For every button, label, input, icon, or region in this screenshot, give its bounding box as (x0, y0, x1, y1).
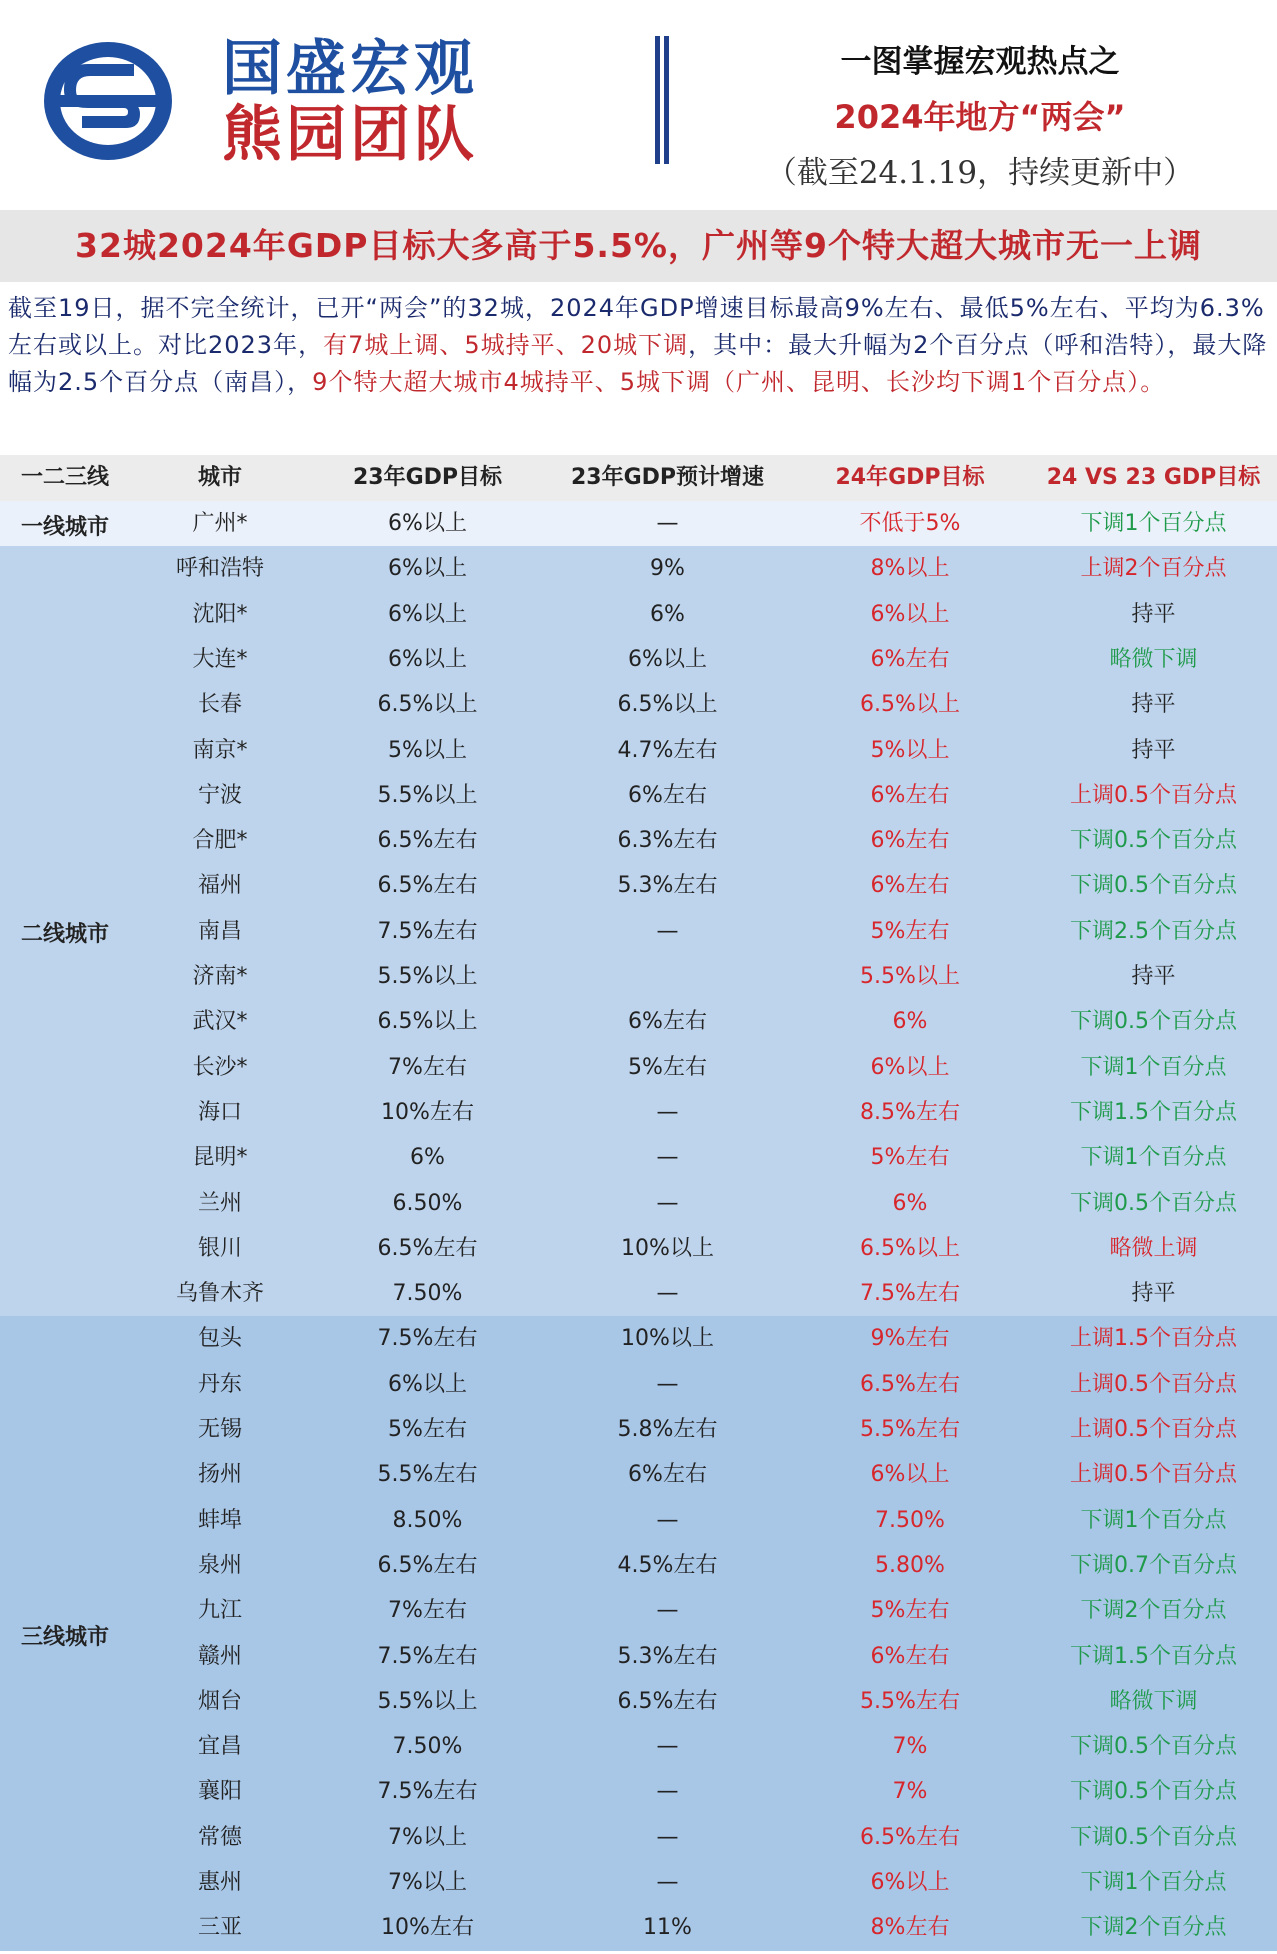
growth-23-cell: 5.8%左右 (617, 1417, 718, 1442)
table-row (0, 592, 1277, 637)
growth-23-cell: 6%左右 (628, 782, 707, 808)
comparison-cell: 下调1个百分点 (1080, 1870, 1227, 1895)
headline: 32城2024年GDP目标大多高于5.5%，广州等9个特大超大城市无一上调 (0, 210, 1277, 282)
target-24-cell: 7.50% (875, 1507, 945, 1533)
comparison-cell: 下调0.5个百分点 (1070, 828, 1237, 854)
city-cell: 惠州 (197, 1870, 242, 1895)
tier-label: 二线城市 (20, 922, 109, 948)
city-cell: 烟台 (197, 1688, 242, 1714)
brand-name (222, 36, 478, 168)
comparison-cell: 下调0.5个百分点 (1070, 1190, 1237, 1216)
city-cell: 三亚 (197, 1915, 242, 1941)
table-row (0, 954, 1277, 999)
target-23-cell: 5.5%左右 (377, 1462, 478, 1488)
target-24-cell: 8.5%左右 (860, 1099, 960, 1125)
target-24-cell: 5%左右 (870, 1145, 950, 1171)
growth-23-cell: — (656, 1734, 679, 1760)
target-24-cell: 7% (892, 1779, 928, 1805)
target-23-cell: 6%以上 (388, 511, 467, 536)
comparison-cell: 下调0.7个百分点 (1070, 1552, 1237, 1578)
header-comparison: 24 VS 23 GDP目标 (1046, 465, 1261, 490)
growth-23-cell: — (656, 1824, 679, 1850)
growth-23-cell: 6%左右 (628, 1462, 707, 1488)
city-cell: 海口 (197, 1099, 242, 1125)
city-cell: 大连* (192, 646, 248, 672)
summary-highlight-2: 9个特大超大城市4城持平、5城下调（广州、昆明、长沙均下调1个百分点）。 (312, 368, 1166, 396)
comparison-cell: 上调0.5个百分点 (1070, 1417, 1237, 1442)
target-24-cell: 6%左右 (870, 782, 950, 808)
summary-text-1: 截至19日，据不完全统计，已开“两会”的32城，2024年GDP增速目标最高9%左右、最低5%左右、平均为6.3%左右或以上。对比2023年， (8, 294, 1265, 359)
target-23-cell: 7%以上 (388, 1824, 467, 1850)
target-24-cell: 6.5%以上 (860, 1235, 960, 1261)
table-row (0, 1498, 1277, 1543)
summary-highlight-1: 有7城上调、5城持平、20城下调 (323, 331, 689, 359)
target-24-cell: 6%左右 (870, 646, 950, 672)
city-cell: 长沙* (192, 1054, 248, 1080)
city-cell: 南昌 (197, 918, 242, 944)
header-target-23: 23年GDP目标 (352, 465, 503, 490)
city-cell: 蚌埠 (197, 1507, 242, 1533)
growth-23-cell: — (656, 1099, 679, 1125)
comparison-cell: 持平 (1131, 964, 1176, 989)
target-23-cell: 6% (410, 1145, 445, 1171)
target-24-cell: 6%左右 (870, 1643, 950, 1669)
target-24-cell: 6.5%左右 (860, 1371, 960, 1397)
growth-23-cell: 6.5%以上 (617, 692, 718, 718)
brand-line-1: 国盛宏观 (222, 34, 478, 104)
city-cell: 宜昌 (197, 1734, 242, 1760)
target-23-cell: 6%以上 (388, 556, 467, 582)
table-row (0, 1860, 1277, 1905)
comparison-cell: 下调0.5个百分点 (1070, 1009, 1237, 1035)
table-row (0, 682, 1277, 727)
header-city: 城市 (197, 465, 242, 490)
table-row (0, 1090, 1277, 1135)
target-24-cell: 9%左右 (870, 1326, 950, 1352)
target-23-cell: 7.50% (392, 1281, 463, 1307)
growth-23-cell: 6%以上 (628, 646, 707, 672)
comparison-cell: 下调1个百分点 (1080, 511, 1227, 536)
table-row (0, 1452, 1277, 1497)
growth-23-cell: 4.7%左右 (617, 737, 718, 763)
header-tier: 一二三线 (20, 465, 109, 490)
tier-label: 三线城市 (20, 1624, 109, 1650)
target-23-cell: 6.5%左右 (377, 873, 478, 899)
target-23-cell: 7.5%左右 (377, 1779, 478, 1805)
table-row (0, 1769, 1277, 1814)
comparison-cell: 下调0.5个百分点 (1070, 873, 1237, 899)
target-24-cell: 不低于5% (859, 511, 961, 536)
target-23-cell: 6%以上 (388, 1371, 467, 1397)
target-23-cell: 7.50% (392, 1734, 463, 1760)
table-row (0, 1045, 1277, 1090)
comparison-cell: 略微下调 (1109, 1688, 1198, 1714)
comparison-cell: 下调1个百分点 (1080, 1145, 1227, 1171)
city-cell: 丹东 (197, 1371, 242, 1397)
comparison-cell: 上调0.5个百分点 (1070, 782, 1237, 808)
target-23-cell: 7%以上 (388, 1870, 467, 1895)
growth-23-cell: 6% (650, 601, 685, 627)
target-23-cell: 6%以上 (388, 601, 467, 627)
tier-label: 一线城市 (20, 514, 109, 540)
header-target-24: 24年GDP目标 (835, 465, 985, 490)
city-cell: 合肥* (192, 828, 248, 854)
comparison-cell: 下调2个百分点 (1080, 1915, 1227, 1941)
comparison-cell: 下调1.5个百分点 (1070, 1099, 1237, 1125)
city-cell: 银川 (197, 1235, 242, 1261)
table-row (0, 1135, 1277, 1180)
city-cell: 襄阳 (197, 1779, 242, 1805)
growth-23-cell: — (656, 511, 679, 536)
city-cell: 常德 (197, 1824, 242, 1850)
summary-text-2: ，其中：最大升幅为2个百分点（呼和浩特），最大降幅为2.5个百分点（南昌）， (8, 331, 1268, 396)
growth-23-cell: — (656, 1598, 679, 1624)
target-23-cell: 7%左右 (388, 1054, 467, 1080)
growth-23-cell: 5%左右 (628, 1054, 707, 1080)
comparison-cell: 下调2个百分点 (1080, 1598, 1227, 1624)
comparison-cell: 上调1.5个百分点 (1070, 1326, 1237, 1352)
header-divider (655, 36, 669, 164)
city-cell: 济南* (192, 964, 248, 989)
header-growth-23: 23年GDP预计增速 (570, 465, 765, 490)
comparison-cell: 上调0.5个百分点 (1070, 1371, 1237, 1397)
city-cell: 扬州 (197, 1462, 242, 1488)
summary-paragraph (8, 290, 1270, 401)
city-cell: 福州 (197, 873, 242, 899)
growth-23-cell: — (656, 1870, 679, 1895)
city-cell: 南京* (192, 737, 248, 763)
city-cell: 昆明* (192, 1145, 248, 1171)
brand-line-2: 熊园团队 (222, 100, 478, 170)
target-24-cell: 6.5%左右 (860, 1824, 960, 1850)
table-row (0, 1316, 1277, 1361)
growth-23-cell: — (656, 1371, 679, 1397)
target-24-cell: 5%左右 (870, 1598, 950, 1624)
city-cell: 兰州 (197, 1190, 242, 1216)
table-row (0, 501, 1277, 546)
target-23-cell: 6.50% (392, 1190, 463, 1216)
target-24-cell: 6% (892, 1009, 928, 1035)
comparison-cell: 下调1.5个百分点 (1070, 1643, 1237, 1669)
growth-23-cell: 6.3%左右 (617, 828, 718, 854)
target-24-cell: 5.80% (875, 1552, 945, 1578)
table-row (0, 728, 1277, 773)
table-row (0, 1362, 1277, 1407)
table-row (0, 999, 1277, 1044)
target-24-cell: 5.5%左右 (860, 1417, 960, 1442)
target-24-cell: 6.5%以上 (860, 692, 960, 718)
target-24-cell: 5%以上 (870, 737, 950, 763)
comparison-cell: 下调0.5个百分点 (1070, 1824, 1237, 1850)
table-row (0, 1181, 1277, 1226)
growth-23-cell: 9% (650, 556, 685, 582)
target-23-cell: 6%以上 (388, 646, 467, 672)
target-23-cell: 10%左右 (381, 1915, 474, 1941)
city-cell: 沈阳* (192, 601, 248, 627)
comparison-cell: 下调2.5个百分点 (1070, 918, 1237, 944)
comparison-cell: 持平 (1131, 1281, 1176, 1307)
comparison-cell: 持平 (1131, 692, 1176, 718)
comparison-cell: 持平 (1131, 601, 1176, 627)
growth-23-cell: 5.3%左右 (617, 1643, 718, 1669)
target-24-cell: 6%左右 (870, 873, 950, 899)
growth-23-cell: — (656, 1190, 679, 1216)
target-23-cell: 6.5%左右 (377, 828, 478, 854)
table-row (0, 773, 1277, 818)
city-cell: 长春 (197, 692, 242, 718)
comparison-cell: 下调1个百分点 (1080, 1054, 1227, 1080)
comparison-cell: 下调0.5个百分点 (1070, 1779, 1237, 1805)
topic-title: 2024年地方“两会” (834, 98, 1126, 136)
table-row (0, 1407, 1277, 1452)
target-23-cell: 7.5%左右 (377, 1326, 478, 1352)
table-row (0, 1634, 1277, 1679)
target-23-cell: 7.5%左右 (377, 918, 478, 944)
city-cell: 广州* (192, 511, 248, 536)
comparison-cell: 下调1个百分点 (1080, 1507, 1227, 1533)
target-24-cell: 6% (892, 1190, 928, 1216)
header (0, 0, 1277, 210)
table-header-row (0, 455, 1277, 501)
target-23-cell: 8.50% (392, 1507, 463, 1533)
city-cell: 无锡 (197, 1417, 242, 1442)
growth-23-cell: — (656, 1281, 679, 1307)
target-23-cell: 6.5%左右 (377, 1552, 478, 1578)
comparison-cell: 上调2个百分点 (1080, 556, 1227, 582)
guosheng-logo-icon (42, 40, 175, 163)
city-cell: 呼和浩特 (175, 556, 264, 582)
target-23-cell: 7.5%左右 (377, 1643, 478, 1669)
target-24-cell: 6%以上 (870, 1462, 950, 1488)
table-row (0, 546, 1277, 591)
city-cell: 包头 (197, 1326, 242, 1352)
target-24-cell: 5%左右 (870, 918, 950, 944)
growth-23-cell: 4.5%左右 (617, 1552, 718, 1578)
city-cell: 武汉* (192, 1009, 248, 1035)
target-24-cell: 8%以上 (870, 556, 950, 582)
growth-23-cell: — (656, 1779, 679, 1805)
city-cell: 赣州 (197, 1643, 242, 1669)
target-23-cell: 6.5%以上 (377, 692, 478, 718)
table-row (0, 637, 1277, 682)
table-row (0, 909, 1277, 954)
target-23-cell: 5.5%以上 (377, 964, 478, 989)
table-row (0, 1543, 1277, 1588)
comparison-cell: 下调0.5个百分点 (1070, 1734, 1237, 1760)
target-24-cell: 6%以上 (870, 601, 950, 627)
table-row (0, 818, 1277, 863)
growth-23-cell: 6.5%左右 (617, 1688, 718, 1714)
table-row (0, 1815, 1277, 1860)
table-row (0, 1679, 1277, 1724)
table-row (0, 1905, 1277, 1950)
target-23-cell: 5.5%以上 (377, 1688, 478, 1714)
table-row (0, 1226, 1277, 1271)
target-24-cell: 7.5%左右 (860, 1281, 960, 1307)
growth-23-cell: 5.3%左右 (617, 873, 718, 899)
target-24-cell: 6%左右 (870, 828, 950, 854)
comparison-cell: 略微上调 (1109, 1235, 1198, 1261)
target-24-cell: 7% (892, 1734, 928, 1760)
table-row (0, 1271, 1277, 1316)
city-cell: 泉州 (197, 1552, 242, 1578)
target-23-cell: 5%以上 (388, 737, 467, 763)
table-row (0, 1588, 1277, 1633)
growth-23-cell: — (656, 918, 679, 944)
growth-23-cell: 11% (643, 1915, 692, 1941)
topic-update-note: （截至24.1.19，持续更新中） (765, 155, 1195, 191)
target-24-cell: 5.5%左右 (860, 1688, 960, 1714)
growth-23-cell (545, 954, 790, 999)
growth-23-cell: 6%左右 (628, 1009, 707, 1035)
city-cell: 九江 (197, 1598, 242, 1624)
target-23-cell: 10%左右 (381, 1099, 474, 1125)
target-24-cell: 5.5%以上 (860, 964, 960, 989)
table-row (0, 1724, 1277, 1769)
comparison-cell: 略微下调 (1109, 646, 1198, 672)
growth-23-cell: — (656, 1145, 679, 1171)
target-23-cell: 7%左右 (388, 1598, 467, 1624)
table-row (0, 863, 1277, 908)
comparison-cell: 上调0.5个百分点 (1070, 1462, 1237, 1488)
target-24-cell: 8%左右 (870, 1915, 950, 1941)
growth-23-cell: 10%以上 (621, 1235, 714, 1261)
target-23-cell: 5.5%以上 (377, 782, 478, 808)
target-24-cell: 6%以上 (870, 1870, 950, 1895)
target-23-cell: 5%左右 (388, 1417, 467, 1442)
comparison-cell: 持平 (1131, 737, 1176, 763)
target-23-cell: 6.5%以上 (377, 1009, 478, 1035)
growth-23-cell: — (656, 1507, 679, 1533)
target-24-cell: 6%以上 (870, 1054, 950, 1080)
growth-23-cell: 10%以上 (621, 1326, 714, 1352)
topic-series-title: 一图掌握宏观热点之 (840, 44, 1120, 80)
target-23-cell: 6.5%左右 (377, 1235, 478, 1261)
city-cell: 乌鲁木齐 (175, 1281, 264, 1307)
city-cell: 宁波 (197, 782, 242, 808)
